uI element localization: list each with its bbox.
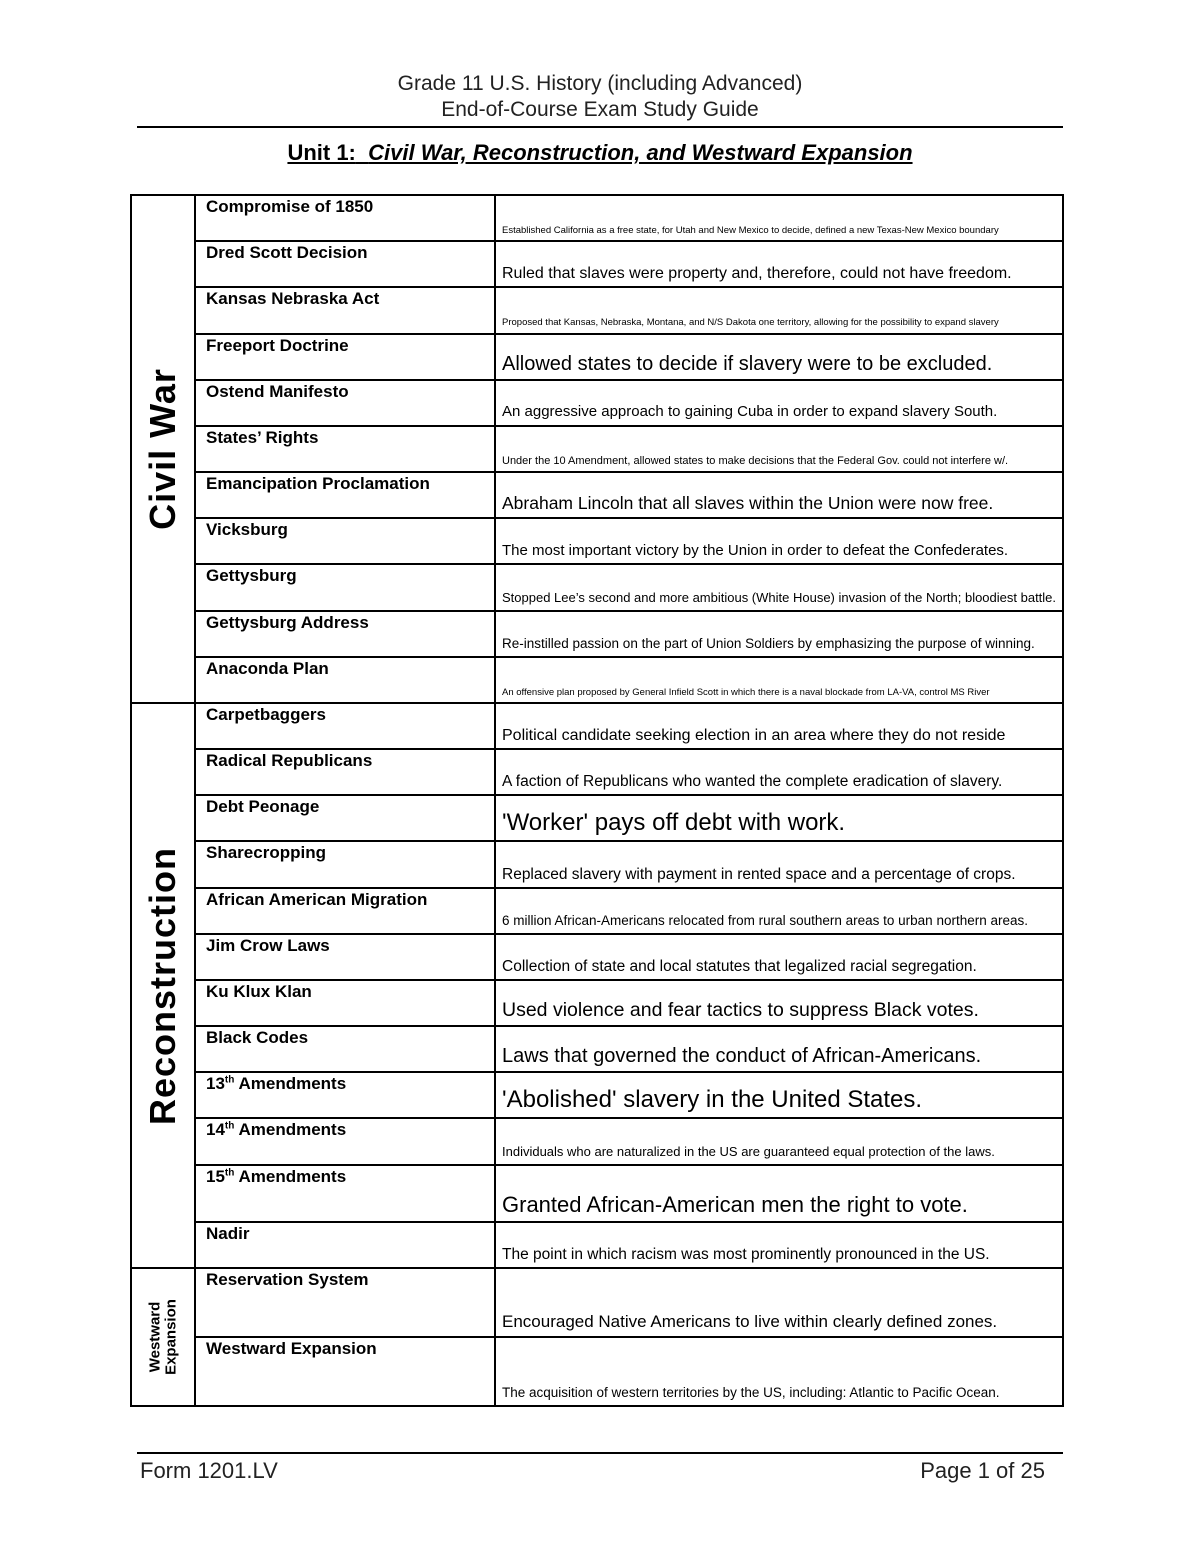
term-text: Carpetbaggers [206, 705, 326, 724]
study-guide-table [130, 194, 1064, 1407]
term-text: African American Migration [206, 889, 428, 909]
term-text: Jim Crow Laws [206, 935, 330, 955]
term-cell [195, 934, 495, 980]
section-label-cell [131, 1268, 195, 1406]
term-cell [195, 1222, 495, 1268]
term-text: Nadir [206, 1223, 250, 1243]
definition-cell: Allowed states to decide if slavery were to be excluded. [495, 334, 1063, 380]
ordinal-suffix: th [224, 1166, 235, 1178]
section-label [147, 1299, 179, 1375]
definition-cell: 6 million African-Americans relocated from rural southern areas to urban northern areas. [495, 888, 1063, 934]
term-text: Vicksburg [206, 520, 288, 540]
section-label: Civil War [142, 368, 183, 530]
term-cell [195, 195, 495, 241]
term-cell [195, 611, 495, 657]
guide-row [131, 749, 1063, 795]
definition-cell: A faction of Republicans who wanted the complete eradication of slavery. [495, 749, 1063, 795]
guide-row [131, 380, 1063, 426]
definition-cell: The acquisition of western territories by the US, including: Atlantic to Pacific Ocean. [495, 1337, 1063, 1406]
guide-row [131, 518, 1063, 564]
page-number: Page 1 of 25 [920, 1458, 1045, 1483]
definition-cell: Re-instilled passion on the part of Union Soldiers by emphasizing the purpose of winning. [495, 611, 1063, 657]
definition-cell: An offensive plan proposed by General Infield Scott in which there is a naval blockade from LA-VA, control MS River [495, 657, 1063, 703]
definition-cell: Used violence and fear tactics to suppress Black votes. [495, 980, 1063, 1026]
guide-row [131, 841, 1063, 887]
term-text: Compromise of 1850 [206, 197, 374, 216]
guide-row [131, 1222, 1063, 1268]
definition-cell: Encouraged Native Americans to live within clearly defined zones. [495, 1268, 1063, 1337]
term-cell [195, 888, 495, 934]
definition-cell: Collection of state and local statutes that legalized racial segregation. [495, 934, 1063, 980]
term-text: Kansas Nebraska Act [206, 289, 380, 309]
header-rule [137, 126, 1063, 128]
term-cell [195, 1026, 495, 1072]
definition-cell: Granted African-American men the right to vote. [495, 1165, 1063, 1222]
term-text: Emancipation Proclamation [206, 474, 430, 494]
term-cell [195, 657, 495, 703]
definition-cell: Individuals who are naturalized in the US are guaranteed equal protection of the laws. [495, 1118, 1063, 1164]
guide-row [131, 795, 1063, 841]
section-label: Reconstruction [142, 846, 183, 1125]
term-text: 14 [206, 1120, 225, 1140]
term-cell [195, 1165, 495, 1222]
document-header-line-2: End-of-Course Exam Study Guide [441, 98, 759, 121]
footer-rule [137, 1452, 1063, 1454]
guide-row [131, 934, 1063, 980]
unit-title [0, 140, 1200, 166]
term-cell [195, 426, 495, 472]
definition-cell: Established California as a free state, for Utah and New Mexico to decide, defined a new Texas-New Mexico boundary [495, 195, 1063, 241]
definition-cell: An aggressive approach to gaining Cuba in order to expand slavery South. [495, 380, 1063, 426]
term-cell [195, 1118, 495, 1164]
term-text: Radical Republicans [206, 751, 373, 771]
guide-row [131, 195, 1063, 241]
guide-row [131, 564, 1063, 610]
term-text: Ku Klux Klan [206, 981, 312, 1001]
term-text: Gettysburg [206, 566, 297, 586]
guide-row [131, 657, 1063, 703]
term-cell [195, 472, 495, 518]
term-text: Westward Expansion [206, 1339, 377, 1358]
term-text: 13 [206, 1074, 225, 1094]
section-label-cell [131, 195, 195, 703]
term-cell [195, 518, 495, 564]
guide-row [131, 980, 1063, 1026]
definition-cell: The point in which racism was most prominently pronounced in the US. [495, 1222, 1063, 1268]
definition-cell: Abraham Lincoln that all slaves within the Union were now free. [495, 472, 1063, 518]
term-text: Anaconda Plan [206, 658, 329, 678]
guide-row [131, 1268, 1063, 1337]
guide-row [131, 241, 1063, 287]
guide-row [131, 426, 1063, 472]
definition-cell: Political candidate seeking election in an area where they do not reside [495, 703, 1063, 749]
term-text: 15 [206, 1166, 225, 1186]
ordinal-suffix: th [224, 1074, 235, 1086]
term-text: Dred Scott Decision [206, 243, 368, 263]
section-label-cell [131, 703, 195, 1268]
term-text: Reservation System [206, 1270, 369, 1289]
guide-row [131, 611, 1063, 657]
term-cell [195, 841, 495, 887]
guide-row [131, 1072, 1063, 1118]
term-text: Debt Peonage [206, 797, 320, 817]
definition-cell: Replaced slavery with payment in rented space and a percentage of crops. [495, 841, 1063, 887]
guide-row [131, 472, 1063, 518]
term-cell [195, 564, 495, 610]
term-text: States’ Rights [206, 427, 319, 447]
section-label-line: Expansion [162, 1299, 179, 1375]
form-number: Form 1201.LV [140, 1458, 278, 1483]
definition-cell: The most important victory by the Union in order to defeat the Confederates. [495, 518, 1063, 564]
term-text-rest: Amendments [234, 1120, 347, 1140]
term-cell [195, 749, 495, 795]
term-text-rest: Amendments [234, 1166, 347, 1186]
guide-row [131, 888, 1063, 934]
guide-row [131, 287, 1063, 333]
term-text-rest: Amendments [234, 1074, 347, 1094]
definition-cell: Ruled that slaves were property and, therefore, could not have freedom. [495, 241, 1063, 287]
document-header-line-1: Grade 11 U.S. History (including Advanced) [397, 72, 803, 95]
definition-cell: 'Worker' pays off debt with work. [495, 795, 1063, 841]
guide-row [131, 334, 1063, 380]
guide-row [131, 1165, 1063, 1222]
term-text: Freeport Doctrine [206, 335, 349, 355]
unit-name: Civil War, Reconstruction, and Westward Expansion [368, 140, 913, 165]
term-cell [195, 380, 495, 426]
term-cell [195, 1268, 495, 1337]
term-text: Black Codes [206, 1028, 309, 1048]
term-cell [195, 703, 495, 749]
term-cell [195, 1072, 495, 1118]
term-text: Sharecropping [206, 843, 326, 863]
term-cell [195, 241, 495, 287]
guide-row [131, 1118, 1063, 1164]
definition-cell: Under the 10 Amendment, allowed states to make decisions that the Federal Gov. could not interfere w/. [495, 426, 1063, 472]
definition-cell: Laws that governed the conduct of African-Americans. [495, 1026, 1063, 1072]
term-cell [195, 980, 495, 1026]
unit-label: Unit 1: [287, 140, 356, 165]
term-cell [195, 334, 495, 380]
term-cell [195, 795, 495, 841]
term-cell [195, 287, 495, 333]
definition-cell: 'Abolished' slavery in the United States. [495, 1072, 1063, 1118]
term-cell [195, 1337, 495, 1406]
guide-row [131, 1337, 1063, 1406]
definition-cell: Proposed that Kansas, Nebraska, Montana, and N/S Dakota one territory, allowing for the possibility to expand slavery [495, 287, 1063, 333]
section-label-line: Westward [146, 1301, 164, 1373]
definition-cell: Stopped Lee’s second and more ambitious (White House) invasion of the North; bloodiest battle. [495, 564, 1063, 610]
ordinal-suffix: th [224, 1120, 235, 1132]
term-text: Gettysburg Address [206, 612, 369, 632]
term-text: Ostend Manifesto [206, 381, 349, 401]
guide-row [131, 703, 1063, 749]
guide-row [131, 1026, 1063, 1072]
